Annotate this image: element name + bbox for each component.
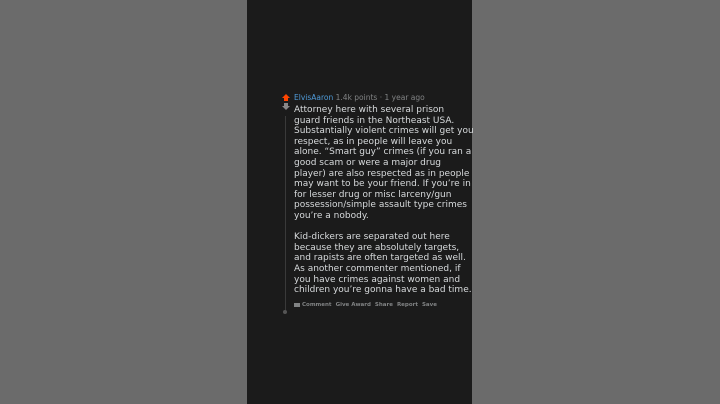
comment-line: you’re a nobody. [294, 210, 369, 221]
comment-line: Attorney here with several prison [294, 105, 445, 115]
action-label: Share [374, 302, 393, 308]
comment-line: Kid-dickers are separated out here [294, 232, 450, 243]
action-label: Save [421, 302, 437, 308]
action-give-award-button[interactable] [336, 302, 371, 308]
action-save-button[interactable] [422, 302, 437, 308]
comment-line: may want to be your friend. If you’re in [294, 179, 471, 190]
comment-line: player) are also respected as in people [294, 168, 470, 179]
vote-controls [281, 94, 291, 110]
action-label: Give Award [335, 302, 371, 308]
comment-body [294, 105, 474, 296]
comment-line: guard friends in the Northeast USA. [294, 115, 455, 126]
comment-line: for lesser drug or misc larceny/gun [294, 189, 452, 200]
comment-age: 1 year ago [384, 93, 425, 102]
comment-author[interactable]: ElvisAaron [294, 93, 334, 102]
upvote-icon[interactable] [281, 94, 291, 101]
comment-line: children you’re gonna have a bad time. [294, 285, 472, 296]
action-comment-button[interactable] [294, 302, 332, 308]
comment-line: because they are absolutely targets, [294, 242, 460, 253]
comment-line: As another commenter mentioned, if [294, 263, 461, 274]
comment-icon [294, 303, 300, 307]
comment-line: you have crimes against women and [294, 274, 461, 285]
comment-line: good scam or were a major drug [294, 157, 442, 168]
comment-actions [294, 302, 441, 309]
thread-end-dot [283, 310, 287, 314]
comment-meta [294, 93, 425, 102]
comment-line: alone. “Smart guy” crimes (if you ran a [294, 147, 472, 158]
meta-separator: · [379, 93, 383, 102]
comment-paragraph [294, 105, 474, 222]
action-report-button[interactable] [397, 302, 418, 308]
action-share-button[interactable] [375, 302, 393, 308]
comment-line: Substantially violent crimes will get you [294, 126, 474, 137]
comment-points: 1.4k points [335, 93, 378, 102]
comment-line: possession/simple assault type crimes [294, 200, 467, 211]
action-label: Report [396, 302, 418, 308]
action-label: Comment [302, 302, 332, 308]
comment-paragraph [294, 232, 474, 296]
downvote-icon[interactable] [281, 103, 291, 110]
comment-line: and rapists are often targeted as well. [294, 253, 466, 264]
comment-line: respect, as in people will leave you [294, 136, 453, 147]
thread-line[interactable] [285, 116, 286, 312]
